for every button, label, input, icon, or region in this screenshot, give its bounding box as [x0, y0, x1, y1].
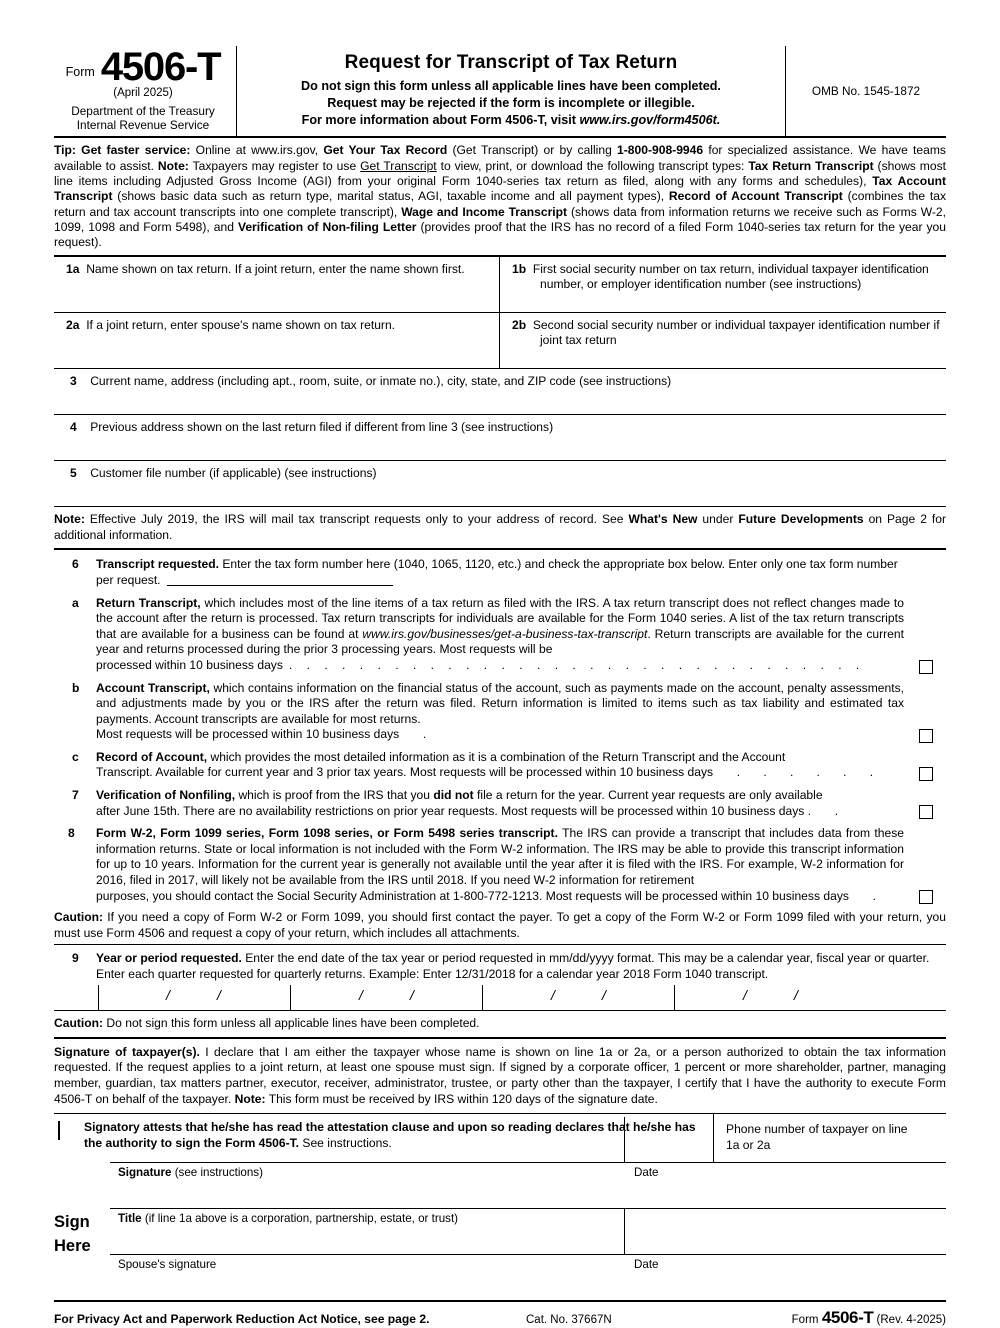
line-6-item	[54, 550, 946, 588]
form-footer	[54, 1300, 946, 1328]
line-5-label: Customer file number (if applicable) (see instructions)	[90, 466, 377, 481]
business-transcript-url: www.irs.gov/businesses/get-a-business-tax-transcript	[362, 626, 648, 641]
caution-w2-note: Caution: If you need a copy of Form W-2 or Form 1099, you should first contact the payer. To get a copy of the Form W-2 or Form 1099 filed with your return, you must use Form 4506 and request a copy of your return, which includes all attachments.	[54, 910, 946, 940]
line-3-row[interactable]	[54, 369, 946, 415]
header-subtitle-2: Request may be rejected if the form is incomplete or illegible.	[327, 96, 695, 110]
signature-label: Signature (see instructions)	[118, 1165, 263, 1179]
attestation-row	[54, 1113, 946, 1161]
line-6b-bold-label: Account Transcript,	[96, 680, 210, 695]
line-6-text: Enter the tax form number here (1040, 1065, 1120, etc.) and check the appropriate box below. Enter only one tax form number per request.	[96, 557, 898, 587]
line-2b-label: Second social security number or individual taxpayer identification number if joint tax return	[532, 318, 940, 348]
department-line-1: Department of the Treasury	[71, 104, 215, 118]
line-7-bold-label: Verification of Nonfiling,	[96, 788, 236, 803]
date-slash: /	[217, 987, 221, 1004]
line-7-number: 7	[72, 788, 79, 803]
title-label: Title (if line 1a above is a corporation, partnership, estate, or trust)	[118, 1211, 459, 1225]
leader-dots: . . . . . . . . . . . . . . . . . . . . . . . . . . . . . . . . .	[288, 657, 865, 672]
tip-paragraph: Tip: Get faster service: Online at www.irs.gov, Get Your Tax Record (Get Transcript) or by calling 1-800-908-9946 for specialized assistance. We have teams available to assist. Note: Taxpayers may register to use Get Transcript to view, print, or download the following transcript types: Tax Return Transcript (shows most line items including Adjusted Gross Income (AGI) from your original Form 1040-series tax return as filed, along with any forms and schedules), Tax Account Transcript (shows basic data such as return type, marital status, AGI, taxable income and all payment types), Record of Account Transcript (combines the tax return and tax account transcripts into one complete transcript), Wage and Income Transcript (shows data from information returns we receive such as Forms W-2, 1099, 1098 and Form 5498), and Verification of Non-filing Letter (provides proof that the IRS has no record of a filed Form 1040-series tax return for the year you request).	[54, 138, 946, 257]
line-4-number: 4	[70, 420, 77, 435]
line-6c-bold-label: Record of Account,	[96, 749, 208, 764]
line-6a-checkbox[interactable]	[919, 660, 933, 674]
leader-dots: .	[854, 888, 882, 903]
form-number-title: 4506-T	[100, 45, 221, 89]
line-6b-marker: b	[72, 680, 80, 695]
line-6-bold-label: Transcript requested.	[96, 557, 219, 572]
header-subtitle-1: Do not sign this form unless all applicable lines have been completed.	[301, 79, 721, 93]
date-slash: /	[410, 987, 414, 1004]
line-1a-label: Name shown on tax return. If a joint return, enter the name shown first.	[86, 262, 465, 277]
line-1-row	[54, 257, 946, 313]
line-4-row[interactable]	[54, 415, 946, 461]
line-8-checkbox[interactable]	[919, 890, 933, 904]
signature-date-label: Date	[634, 1165, 659, 1179]
spouse-signature-label: Spouse's signature	[118, 1257, 217, 1271]
tax-form-number-input[interactable]	[167, 573, 393, 586]
line-8-bold-label: Form W-2, Form 1099 series, Form 1098 series, or Form 5498 series transcript.	[96, 826, 558, 841]
line-5-number: 5	[70, 466, 77, 481]
line-6c-item: c Record of Account, which provides the most detailed information as it is a combination of the Return Transcript and the Account Transcript. Available for current year and 3 prior tax years. Most requests will be processed within 10 business days . . . . . .	[54, 743, 946, 781]
line-9-item	[54, 944, 946, 982]
form-4506t	[54, 46, 946, 1328]
line-6b-item: b Account Transcript, which contains information on the financial status of the account, such as payments made on the account, penalty assessments, and adjustments made by you or the IRS after the return was filed. Return information is limited to items such as tax liability and estimated tax payments. Account transcripts are available for most returns. Most requests will be processed within 10 business days .	[54, 674, 946, 743]
line-9-bold-label: Year or period requested.	[96, 951, 242, 966]
line-8-number: 8	[68, 826, 75, 841]
spouse-date-label: Date	[634, 1257, 659, 1271]
year-period-date-fields[interactable]	[54, 985, 946, 1011]
date-slash: /	[794, 987, 798, 1004]
department-line-2: Internal Revenue Service	[76, 117, 210, 132]
sign-here-label	[54, 1210, 110, 1260]
line-4-label: Previous address shown on the last return filed if different from line 3 (see instructions)	[90, 420, 554, 435]
omb-number: OMB No. 1545-1872	[811, 84, 921, 99]
line-2a-cell[interactable]	[54, 313, 500, 368]
line-1a-cell[interactable]	[54, 257, 500, 312]
line-6c-marker: c	[72, 749, 79, 764]
get-transcript-link[interactable]: Get Transcript	[360, 158, 437, 173]
phone-label-line-1: Phone number of taxpayer on line	[726, 1122, 908, 1137]
sign-here-section	[54, 1162, 946, 1300]
date-slash: /	[743, 987, 747, 1004]
form-url: www.irs.gov/form4506t.	[579, 113, 721, 127]
attestation-rest-text: See instructions.	[299, 1135, 392, 1150]
signatory-attests-checkbox[interactable]	[58, 1121, 60, 1140]
line-7-item: 7 Verification of Nonfiling, which is proof from the IRS that you did not file a return for the year. Current year requests are only available after June 15th. There are no availability restrictions on prior year requests. Most requests will be processed within 10 business days . .	[54, 781, 946, 819]
line-1b-number: 1b	[512, 262, 527, 277]
form-title: Request for Transcript of Tax Return	[344, 52, 678, 73]
header-left-block	[54, 46, 236, 136]
form-revision-date: (April 2025)	[113, 87, 173, 99]
line-6-number: 6	[72, 557, 79, 572]
line-6b-checkbox[interactable]	[919, 729, 933, 743]
line-1b-cell[interactable]	[500, 257, 946, 312]
caution-sign-note: Caution: Do not sign this form unless all applicable lines have been completed.	[54, 1016, 480, 1031]
line-6b-lead-text: Most requests will be processed within 10 business days	[96, 727, 400, 742]
line-6c-lead-text: Transcript. Available for current year and 3 prior tax years. Most requests will be processed within 10 business days	[96, 765, 714, 780]
form-word-label: Form	[65, 65, 95, 79]
date-slash: /	[551, 987, 555, 1004]
line-7-lead-text: after June 15th. There are no availability restrictions on prior year requests. Most requests will be processed within 10 business days .	[96, 803, 812, 818]
header-title-block	[236, 46, 786, 136]
line-9-text: Enter the end date of the tax year or period requested in mm/dd/yyyy format. This may be a calendar year, fiscal year or quarter. Enter each quarter requested for quarterly returns. Example: Enter 12/31/2018 for a calendar year 2018 Form 1040 transcript.	[96, 951, 930, 981]
header-subtitle-3: For more information about Form 4506-T, visit www.irs.gov/form4506t.	[301, 113, 721, 127]
date-slash: /	[602, 987, 606, 1004]
spouse-signature-row[interactable]	[110, 1254, 946, 1300]
note-effective-july-2019: Note: Effective July 2019, the IRS will mail tax transcript requests only to your address of record. See What's New under Future Developments on Page 2 for additional information.	[54, 507, 946, 550]
title-row[interactable]	[110, 1208, 946, 1254]
phone-number-field[interactable]	[714, 1114, 946, 1161]
form-header	[54, 46, 946, 138]
date-slash: /	[359, 987, 363, 1004]
line-1a-number: 1a	[66, 262, 80, 277]
tip-label: Tip: Get faster service:	[54, 143, 191, 158]
attestation-bold-text: Signatory attests that he/she has read the attestation clause and upon so reading declares that he/she has the authority to sign the Form 4506-T.	[84, 1120, 696, 1150]
line-2a-label: If a joint return, enter spouse's name shown on tax return.	[86, 318, 396, 333]
line-8-lead-text: purposes, you should contact the Social Security Administration at 1-800-772-1213. Most requests will be processed within 10 business days	[96, 888, 849, 903]
line-8-item: 8 Form W-2, Form 1099 series, Form 1098 series, or Form 5498 series transcript. The IRS can provide a transcript that includes data from these information returns. State or local information is not included with the Form W-2 information. The IRS may be able to provide this transcript information for up to 10 years. Information for the current year is generally not available until the year after it is filed with the IRS. For example, W-2 information for 2016, filed in 2017, will likely not be available from the IRS until 2018. If you need W-2 information for retirement purposes, you should contact the Social Security Administration at 1-800-772-1213. Most requests will be processed within 10 business days .	[54, 819, 946, 904]
date-slash: /	[166, 987, 170, 1004]
signature-declaration: Signature of taxpayer(s). I declare that I am either the taxpayer whose name is shown on line 1a or 2a, or a person authorized to obtain the tax information requested. If the request applies to a joint return, at least one spouse must sign. If signed by a corporate officer, 1 percent or more shareholder, partner, managing member, guardian, tax matters partner, executor, receiver, administrator, trustee, or party other than the taxpayer, I certify that I have the authority to execute Form 4506-T on behalf of the taxpayer. Note: This form must be received by IRS within 120 days of the signature date.	[54, 1037, 946, 1113]
line-2a-number: 2a	[66, 318, 80, 333]
line-9-number: 9	[72, 951, 79, 966]
leader-dots: .	[817, 803, 844, 818]
catalog-number: Cat. No. 37667N	[526, 1313, 612, 1326]
line-1b-label: First social security number on tax return, individual taxpayer identification number, or employer identification number (see instructions)	[532, 262, 929, 292]
attestation-cell	[54, 1114, 714, 1161]
line-2b-number: 2b	[512, 318, 527, 333]
line-2-row	[54, 313, 946, 369]
line-7-checkbox[interactable]	[919, 805, 933, 819]
signature-row[interactable]	[110, 1162, 946, 1208]
line-6a-lead-text: processed within 10 business days	[96, 657, 283, 672]
leader-dots: .	[405, 727, 432, 742]
footer-form-id: Form 4506-T (Rev. 4-2025)	[791, 1307, 946, 1327]
privacy-act-notice: For Privacy Act and Paperwork Reduction Act Notice, see page 2.	[54, 1311, 430, 1326]
line-3-label: Current name, address (including apt., room, suite, or inmate no.), city, state, and ZIP code (see instructions)	[90, 374, 672, 389]
line-6a-item: a Return Transcript, which includes most of the line items of a tax return as filed with the IRS. A tax return transcript does not reflect changes made to the account after the return is processed. Tax return transcripts for individuals are available for the Form 1040 series. A list of the tax return transcripts that are available for a business can be found at www.irs.gov/businesses/get-a-business-tax-transcript. Return transcripts are available for the current year and returns processed during the prior 3 processing years. Most requests will be processed within 10 business days . . . . . . . . . . . . . . . . . . . . . . . . . . . . . . . . .	[54, 589, 946, 674]
line-6a-marker: a	[72, 595, 79, 610]
line-6a-bold-label: Return Transcript,	[96, 595, 201, 610]
line-2b-cell[interactable]	[500, 313, 946, 368]
line-3-number: 3	[70, 374, 77, 389]
sign-word: Sign	[54, 1212, 90, 1231]
leader-dots: . . . . . .	[719, 765, 879, 780]
here-word: Here	[54, 1237, 91, 1256]
phone-label-line-2: 1a or 2a	[726, 1137, 771, 1152]
line-6c-checkbox[interactable]	[919, 767, 933, 781]
line-5-row[interactable]	[54, 461, 946, 507]
